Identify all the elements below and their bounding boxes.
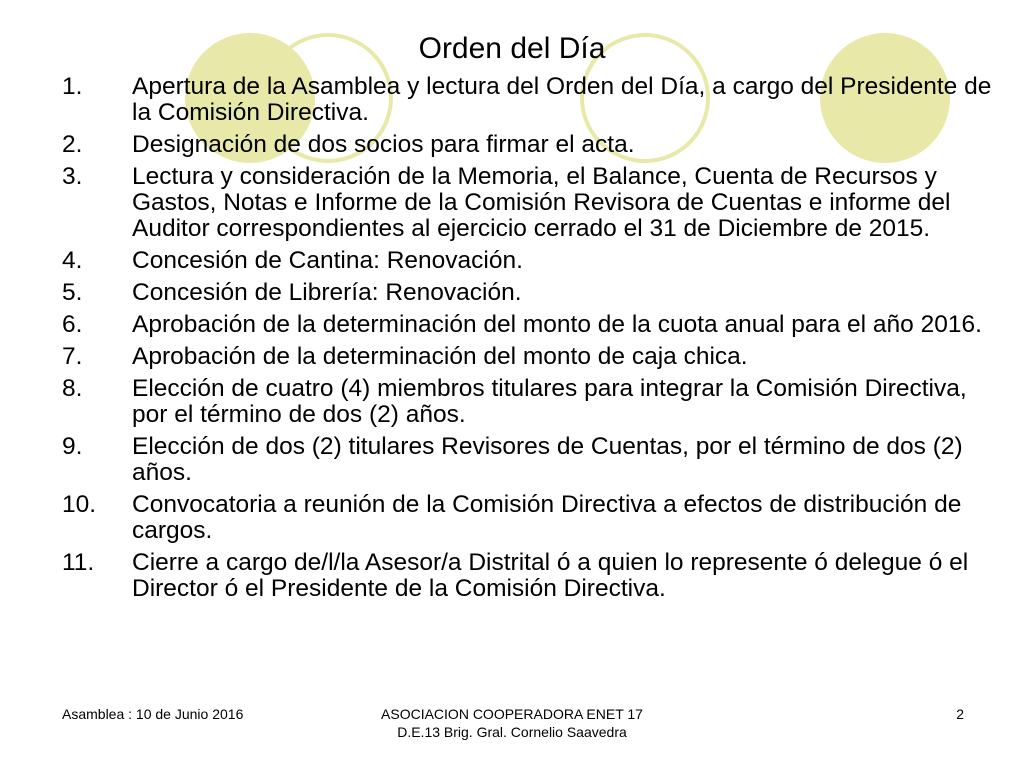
page-number: 2 [956,706,964,722]
agenda-list [62,74,992,608]
agenda-item [62,132,992,158]
agenda-item [62,248,992,274]
agenda-item [62,312,992,338]
agenda-item-number: 6. [62,311,83,338]
agenda-item-text: Aprobación de la determinación del monto de la cuota anual para el año 2016. [132,311,982,338]
footer-organization-line2: D.E.13 Brig. Gral. Cornelio Saavedra [397,724,627,740]
agenda-item [62,376,992,428]
agenda-item-number: 4. [62,247,83,274]
agenda-item [62,492,992,544]
agenda-item [62,74,992,126]
footer-date: Asamblea : 10 de Junio 2016 [62,706,244,722]
agenda-item [62,344,992,370]
footer-organization [0,705,1024,741]
agenda-item-number: 8. [62,375,83,402]
agenda-item-number: 1. [62,73,83,100]
agenda-item [62,550,992,602]
agenda-item-text: Aprobación de la determinación del monto de caja chica. [132,343,748,370]
agenda-item [62,280,992,306]
agenda-item-number: 9. [62,433,83,460]
footer-organization-line1: ASOCIACION COOPERADORA ENET 17 [381,706,643,722]
agenda-item [62,434,992,486]
agenda-item-number: 3. [62,163,83,190]
agenda-item-text: Convocatoria a reunión de la Comisión Directiva a efectos de distribución de cargos. [132,491,962,544]
agenda-item-number: 10. [62,491,97,518]
agenda-item-text: Lectura y consideración de la Memoria, el Balance, Cuenta de Recursos y Gastos, Notas e Informe de la Comisión Revisora de Cuentas e informe del Auditor correspondientes al ejercicio cerrado el 31 de Diciembre de 2015. [132,163,951,242]
agenda-item-text: Concesión de Librería: Renovación. [132,279,522,306]
agenda-item-text: Designación de dos socios para firmar el acta. [132,131,635,158]
agenda-item-text: Concesión de Cantina: Renovación. [132,247,523,274]
agenda-item [62,164,992,242]
agenda-item-text: Elección de dos (2) titulares Revisores de Cuentas, por el término de dos (2) años. [132,433,963,486]
agenda-item-number: 2. [62,131,83,158]
agenda-item-number: 5. [62,279,83,306]
slide-title: Orden del Día [418,32,606,65]
agenda-item-text: Apertura de la Asamblea y lectura del Orden del Día, a cargo del Presidente de la Comisión Directiva. [132,73,992,126]
agenda-item-text: Cierre a cargo de/l/la Asesor/a Distrital ó a quien lo represente ó delegue ó el Director ó el Presidente de la Comisión Directiva. [132,549,969,602]
agenda-item-number: 11. [62,549,95,576]
agenda-item-text: Elección de cuatro (4) miembros titulares para integrar la Comisión Directiva, por el término de dos (2) años. [132,375,967,428]
agenda-item-number: 7. [62,343,83,370]
